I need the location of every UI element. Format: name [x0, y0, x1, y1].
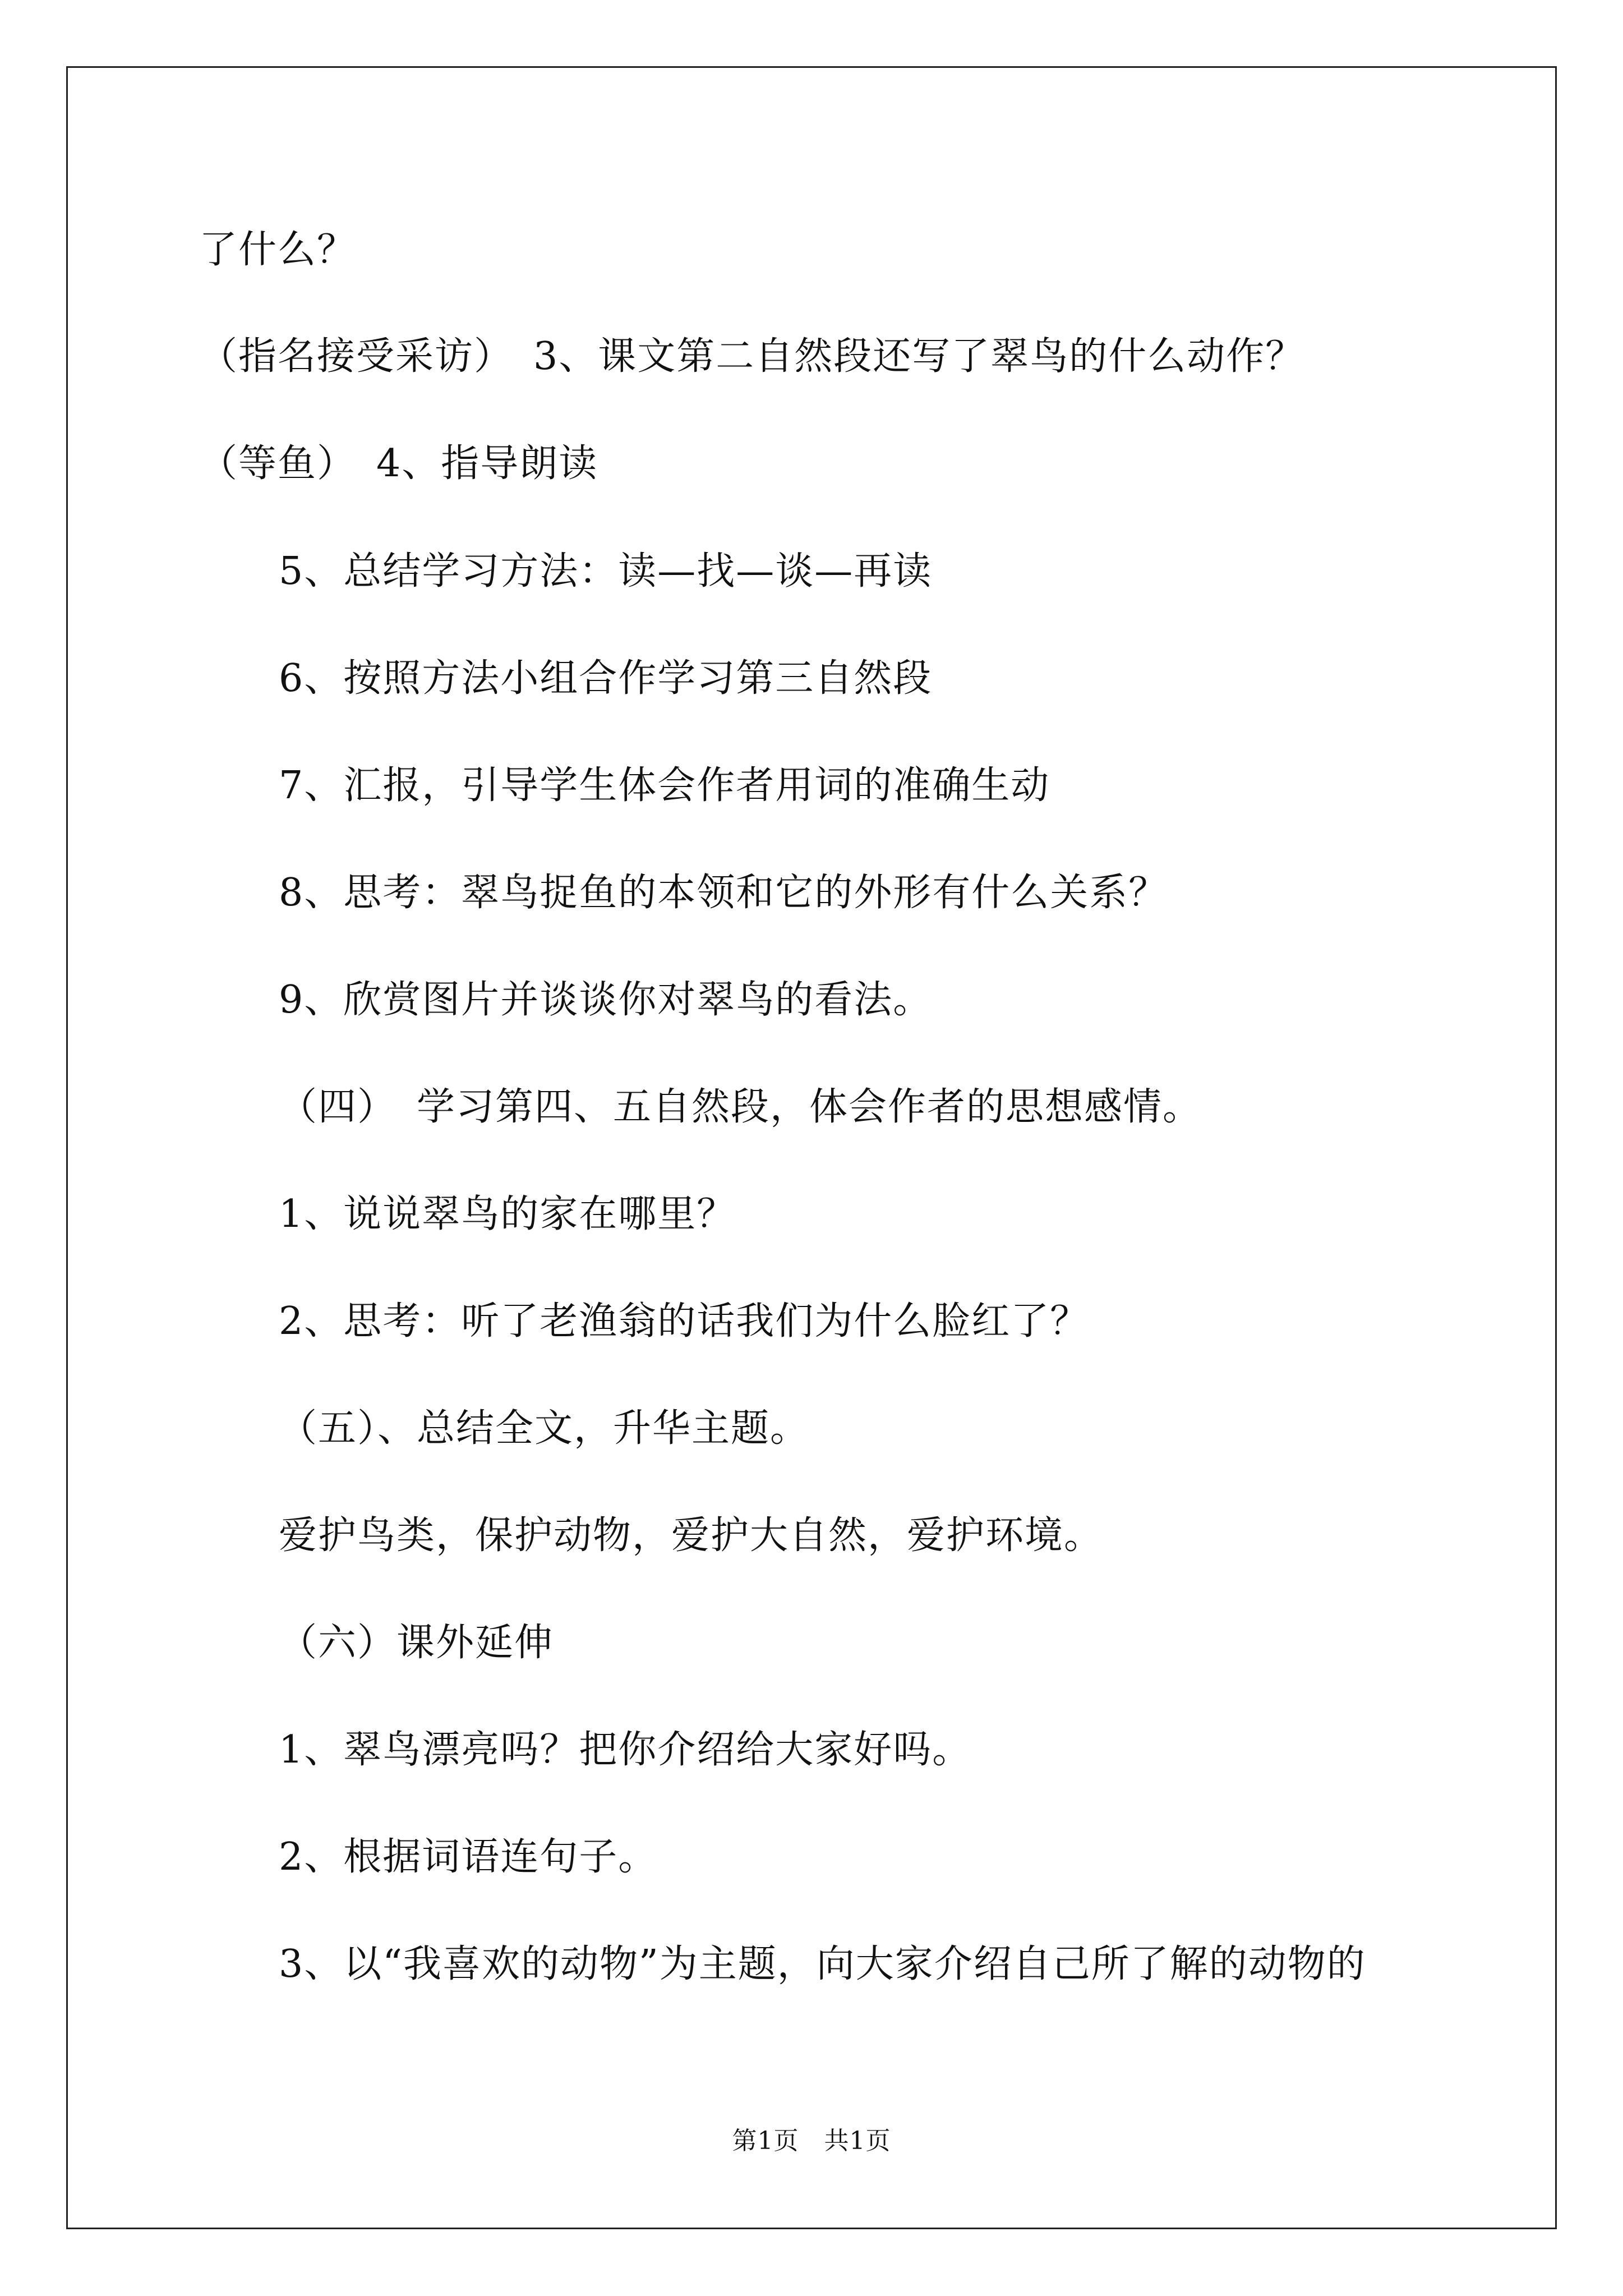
text-line-7: 8、思考：翠鸟捉鱼的本领和它的外形有什么关系？ [279, 871, 1168, 915]
text-line-9: （四） 学习第四、五自然段，体会作者的思想感情。 [279, 1085, 1202, 1129]
text-line-8: 9、欣赏图片并谈谈你对翠鸟的看法。 [279, 978, 933, 1022]
text-line-10: 1、说说翠鸟的家在哪里？ [279, 1192, 736, 1236]
text-line-17: 3、以“我喜欢的动物”为主题，向大家介绍自己所了解的动物的 [279, 1942, 1366, 1986]
text-line-14: （六）课外延伸 [279, 1621, 554, 1665]
text-line-11: 2、思考：听了老渔翁的话我们为什么脸红了？ [279, 1299, 1090, 1343]
text-line-3: （等鱼） 4、指导朗读 [199, 441, 598, 486]
page-footer: 第1页 共1页 [732, 2127, 891, 2155]
text-line-12: （五）、总结全文，升华主题。 [279, 1406, 810, 1451]
text-line-5: 6、按照方法小组合作学习第三自然段 [279, 656, 933, 701]
text-line-15: 1、翠鸟漂亮吗？把你介绍给大家好吗。 [279, 1728, 972, 1772]
text-line-6: 7、汇报，引导学生体会作者用词的准确生动 [279, 763, 1050, 808]
text-line-13: 爱护鸟类，保护动物，爱护大自然，爱护环境。 [279, 1513, 1104, 1558]
text-line-16: 2、根据词语连句子。 [279, 1835, 658, 1879]
text-line-1: 了什么？ [199, 228, 357, 272]
page-border [66, 66, 1557, 2229]
text-line-4: 5、总结学习方法：读—找—谈—再读 [279, 549, 933, 593]
text-line-2: （指名接受采访） 3、课文第二自然段还写了翠鸟的什么动作？ [199, 334, 1305, 379]
